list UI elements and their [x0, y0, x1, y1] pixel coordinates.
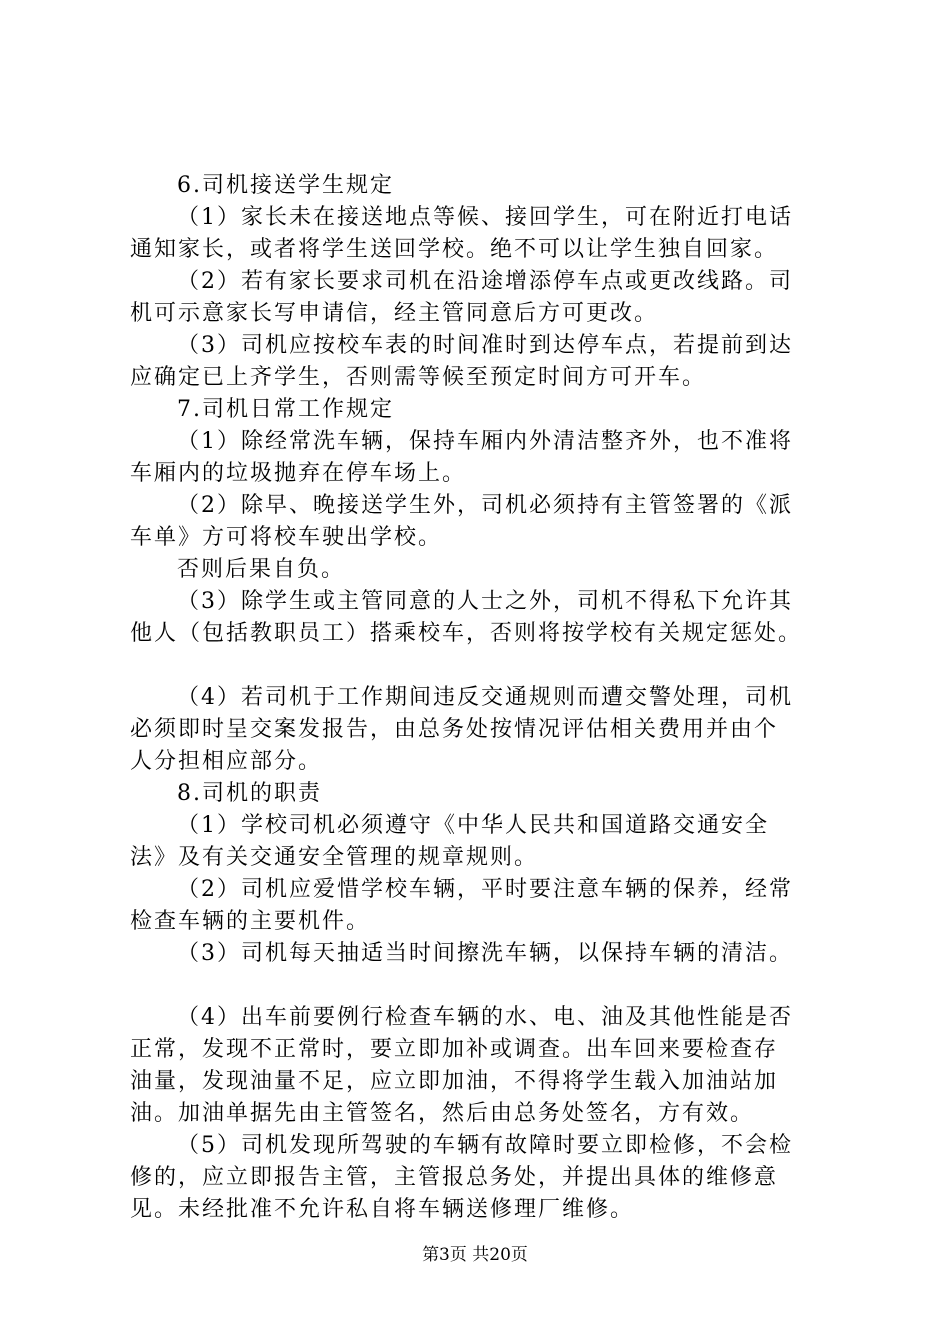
text-line: 8.司机的职责 — [177, 781, 322, 806]
text-line: 车厢内的垃圾抛弃在停车场上。 — [130, 461, 467, 486]
page-footer: 第3页 共20页 — [422, 1245, 528, 1265]
text-line: （2）司机应爱惜学校车辆，平时要注意车辆的保养，经常 — [177, 877, 793, 902]
text-line: 必须即时呈交案发报告，由总务处按情况评估相关费用并由个 — [130, 717, 779, 742]
text-line: （4）出车前要例行检查车辆的水、电、油及其他性能是否 — [177, 1005, 793, 1030]
blank-line — [130, 650, 832, 682]
text-line: 正常，发现不正常时，要立即加补或调查。出车回来要检查存 — [130, 1037, 779, 1062]
text-line: （1）家长未在接送地点等候、接回学生，可在附近打电话 — [177, 205, 793, 230]
text-line: 否则后果自负。 — [177, 557, 346, 582]
blank-line — [130, 970, 832, 1002]
document-body — [130, 170, 832, 1226]
text-line: 人分担相应部分。 — [130, 749, 323, 774]
text-line: （1）学校司机必须遵守《中华人民共和国道路交通安全 — [177, 813, 769, 838]
text-line: 他人（包括教职员工）搭乘校车，否则将按学校有关规定惩处。 — [130, 621, 803, 646]
text-line: 6.司机接送学生规定 — [177, 173, 394, 198]
text-line: （2）除早、晚接送学生外，司机必须持有主管签署的《派 — [177, 493, 793, 518]
text-line: （3）司机应按校车表的时间准时到达停车点，若提前到达 — [177, 333, 793, 358]
text-line: 通知家长，或者将学生送回学校。绝不可以让学生独自回家。 — [130, 237, 779, 262]
text-line: 机可示意家长写申请信，经主管同意后方可更改。 — [130, 301, 659, 326]
text-line: 油量，发现油量不足，应立即加油，不得将学生载入加油站加 — [130, 1069, 779, 1094]
text-line: （1）除经常洗车辆，保持车厢内外清洁整齐外，也不准将 — [177, 429, 793, 454]
text-line: （3）除学生或主管同意的人士之外，司机不得私下允许其 — [177, 589, 793, 614]
text-line: 检查车辆的主要机件。 — [130, 909, 371, 934]
text-line: 法》及有关交通安全管理的规章规则。 — [130, 845, 539, 870]
text-line: 7.司机日常工作规定 — [177, 397, 394, 422]
text-line: 见。未经批准不允许私自将车辆送修理厂维修。 — [130, 1197, 635, 1222]
text-line: （4）若司机于工作期间违反交通规则而遭交警处理，司机 — [177, 685, 793, 710]
text-line: 车单》方可将校车驶出学校。 — [130, 525, 443, 550]
text-line: 油。加油单据先由主管签名，然后由总务处签名，方有效。 — [130, 1101, 755, 1126]
text-line: 修的，应立即报告主管，主管报总务处，并提出具体的维修意 — [130, 1165, 779, 1190]
text-line: （2）若有家长要求司机在沿途增添停车点或更改线路。司 — [177, 269, 793, 294]
text-line: （3）司机每天抽适当时间擦洗车辆，以保持车辆的清洁。 — [177, 941, 793, 966]
text-line: （5）司机发现所驾驶的车辆有故障时要立即检修，不会检 — [177, 1133, 793, 1158]
text-line: 应确定已上齐学生，否则需等候至预定时间方可开车。 — [130, 365, 707, 390]
